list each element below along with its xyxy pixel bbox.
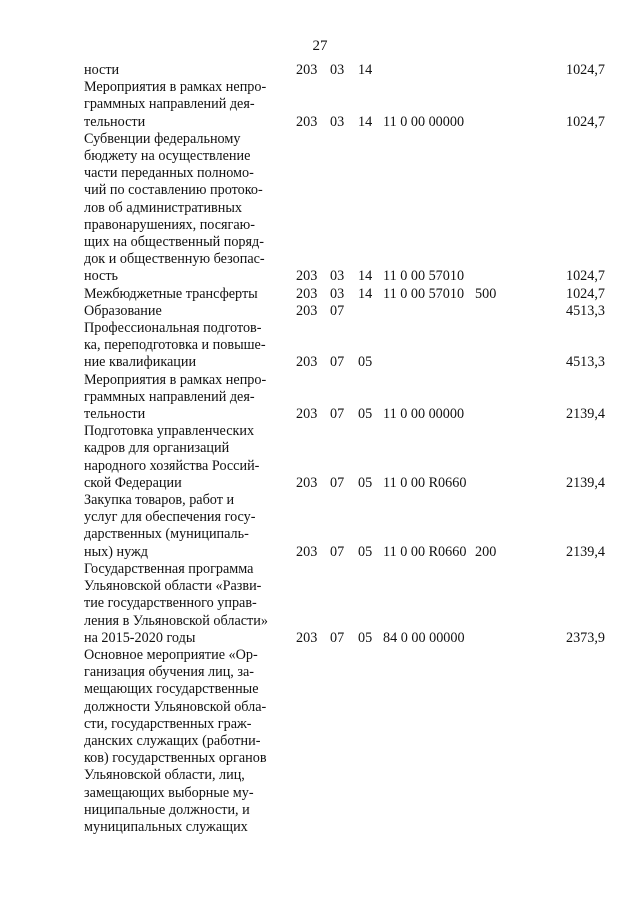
amount: 2139,4 [565, 543, 605, 560]
amount: 1024,7 [565, 62, 605, 78]
row-name [84, 647, 288, 836]
admin-code: 203 [296, 113, 318, 130]
row-name-line: Государственная программа [84, 560, 254, 577]
section-code: 03 [330, 285, 345, 302]
section-code: 07 [330, 474, 345, 491]
table-row [84, 286, 614, 303]
row-name-line: док и общественную безопас- [84, 251, 265, 268]
row-codes [288, 303, 557, 320]
expense-type-code [475, 354, 557, 371]
row-codes [288, 630, 557, 647]
amount: 1024,7 [565, 285, 605, 302]
subsection-code: 05 [358, 474, 373, 491]
row-name-line: ков) государственных органов [84, 750, 267, 767]
row-name [84, 423, 288, 492]
row-name-line: на 2015-2020 годы [84, 629, 196, 646]
target-article-code: 11 0 00 57010 [383, 285, 465, 302]
row-name-line: услуг для обеспечения госу- [84, 509, 256, 526]
expense-type-code [475, 630, 557, 647]
row-name-line: ка, переподготовка и повыше- [84, 337, 266, 354]
row-name-line: правонарушениях, посягаю- [84, 216, 255, 233]
row-name-line: Субвенции федеральному [84, 130, 241, 147]
row-name [84, 79, 288, 131]
row-name-line: ниципальные должности, и [84, 801, 250, 818]
row-codes [288, 406, 557, 423]
row-name-line: данских служащих (работни- [84, 732, 261, 749]
row-name [84, 372, 288, 424]
row-name [84, 561, 288, 647]
row-codes [288, 62, 557, 79]
row-name-line: ской Федерации [84, 474, 182, 491]
row-name-line: замещающих выборные му- [84, 784, 254, 801]
row-name [84, 320, 288, 372]
admin-code: 203 [296, 268, 318, 285]
section-code: 03 [330, 62, 345, 78]
row-name-line: части переданных полномо- [84, 165, 254, 182]
subsection-code [358, 303, 383, 320]
row-name-line: Ульяновской области «Разви- [84, 578, 262, 595]
row-codes [288, 354, 557, 371]
row-name-line: сти, государственных граж- [84, 715, 252, 732]
table-row [84, 320, 614, 372]
expense-type-code [475, 268, 557, 285]
row-name-line: ние квалификации [84, 354, 197, 371]
target-article-code: 11 0 00 R0660 [383, 474, 467, 491]
row-name-line: щих на общественный поряд- [84, 234, 264, 251]
section-code: 07 [330, 406, 345, 423]
row-name-line: ность [84, 268, 119, 285]
amount: 2139,4 [565, 406, 605, 423]
row-name-line: тие государственного управ- [84, 595, 257, 612]
row-name-line: чий по составлению протоко- [84, 182, 263, 199]
expense-type-code [475, 475, 557, 492]
table-row [84, 62, 614, 79]
row-name-line: тельности [84, 406, 146, 423]
section-code: 03 [330, 113, 345, 130]
subsection-code: 14 [358, 113, 373, 130]
row-name-line: тельности [84, 113, 146, 130]
target-article-code: 84 0 00 00000 [383, 629, 465, 646]
table-row [84, 423, 614, 492]
row-name-line: народного хозяйства Россий- [84, 457, 260, 474]
subsection-code: 05 [358, 354, 373, 371]
row-codes [288, 544, 557, 561]
expense-type-code [475, 303, 557, 320]
row-codes [288, 475, 557, 492]
row-name-line: Мероприятия в рамках непро- [84, 79, 267, 96]
section-code: 07 [330, 354, 345, 371]
admin-code: 203 [296, 285, 318, 302]
amount: 4513,3 [565, 354, 605, 371]
row-codes [288, 114, 557, 131]
target-article-code: 11 0 00 57010 [383, 268, 465, 285]
row-name-line: бюджету на осуществление [84, 148, 251, 165]
row-name-line: мещающих государственные [84, 681, 259, 698]
admin-code: 203 [296, 474, 318, 491]
row-name-line: дарственных (муниципаль- [84, 526, 249, 543]
row-name [84, 131, 288, 286]
section-code: 03 [330, 268, 345, 285]
target-article-code [383, 62, 475, 79]
row-name-line: Межбюджетные трансферты [84, 285, 258, 302]
target-article-code [383, 303, 475, 320]
row-name-line: Образование [84, 302, 162, 319]
subsection-code: 05 [358, 629, 373, 646]
row-name [84, 62, 288, 79]
row-name-line: ных) нужд [84, 543, 149, 560]
subsection-code: 14 [358, 268, 373, 285]
section-code: 07 [330, 543, 345, 560]
row-name-line: должности Ульяновской обла- [84, 698, 267, 715]
table-row [84, 372, 614, 424]
row-name [84, 492, 288, 561]
row-codes [288, 286, 557, 303]
expense-type-code: 200 [475, 543, 497, 560]
row-codes [288, 268, 557, 285]
amount: 4513,3 [565, 302, 605, 319]
section-code: 07 [330, 302, 345, 319]
row-name-line: муниципальных служащих [84, 818, 248, 835]
table-row [84, 561, 614, 647]
row-name-line: Закупка товаров, работ и [84, 492, 235, 509]
expense-type-code: 500 [475, 285, 497, 302]
table-row [84, 131, 614, 286]
table-row [84, 492, 614, 561]
row-name-line: граммных направлений дея- [84, 96, 255, 113]
target-article-code: 11 0 00 00000 [383, 113, 465, 130]
amount: 2139,4 [565, 474, 605, 491]
target-article-code [383, 354, 475, 371]
page-number: 27 [312, 38, 328, 54]
budget-table [84, 62, 614, 836]
row-name [84, 286, 288, 303]
row-name [84, 303, 288, 320]
row-name-line: ления в Ульяновской области» [84, 612, 268, 629]
amount: 1024,7 [565, 268, 605, 285]
subsection-code: 05 [358, 543, 373, 560]
row-name-line: Ульяновской области, лиц, [84, 767, 245, 784]
row-name-line: Подготовка управленческих [84, 423, 255, 440]
expense-type-code [475, 62, 557, 79]
expense-type-code [475, 406, 557, 423]
admin-code: 203 [296, 629, 318, 646]
row-name-line: Профессиональная подготов- [84, 320, 262, 337]
section-code: 07 [330, 629, 345, 646]
admin-code: 203 [296, 354, 318, 371]
admin-code: 203 [296, 543, 318, 560]
admin-code: 203 [296, 406, 318, 423]
row-name-line: кадров для организаций [84, 440, 230, 457]
row-name-line: Основное мероприятие «Ор- [84, 646, 258, 663]
row-name-line: ности [84, 62, 120, 78]
amount: 1024,7 [565, 113, 605, 130]
amount: 2373,9 [565, 629, 605, 646]
admin-code: 203 [296, 62, 318, 78]
row-name-line: Мероприятия в рамках непро- [84, 371, 267, 388]
subsection-code: 05 [358, 406, 373, 423]
expense-type-code [475, 114, 557, 131]
table-row [84, 303, 614, 320]
subsection-code: 14 [358, 62, 373, 78]
row-name-line: лов об административных [84, 199, 242, 216]
target-article-code: 11 0 00 00000 [383, 406, 465, 423]
row-name-line: ганизация обучения лиц, за- [84, 664, 255, 681]
admin-code: 203 [296, 302, 318, 319]
row-name-line: граммных направлений дея- [84, 388, 255, 405]
target-article-code: 11 0 00 R0660 [383, 543, 467, 560]
table-row [84, 647, 614, 836]
table-row [84, 79, 614, 131]
subsection-code: 14 [358, 285, 373, 302]
